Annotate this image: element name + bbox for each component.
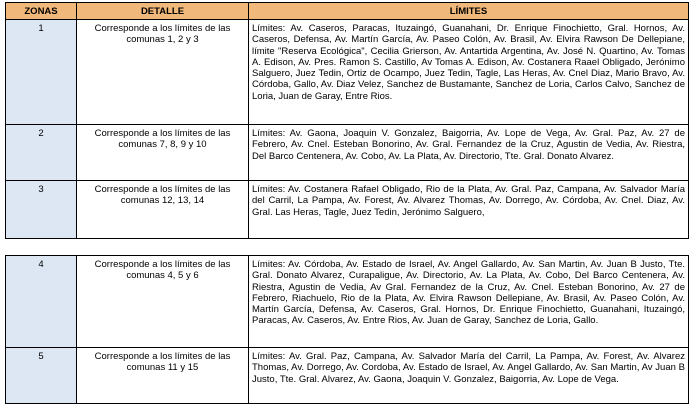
detalle-cell: Corresponde a los límites de las comunas 12, 13, 14 (77, 181, 249, 239)
zona-cell: 5 (6, 348, 77, 404)
zona-cell: 1 (6, 20, 77, 125)
zona-cell: 4 (6, 256, 77, 348)
detalle-cell: Corresponde a los límites de las comunas 7, 8, 9 y 10 (77, 125, 249, 181)
header-detalle: DETALLE (77, 3, 249, 20)
table-row (6, 20, 689, 125)
limites-cell: Límites: Av. Córdoba, Av. Estado de Israel, Av. Angel Gallardo, Av. San Martin, Av. Juan B Justo, Tte. Gral. Donato Alvarez, Curapaligue, Av. Directorio, Av. La Plata, Av. Cobo, Del Barco Centenera, Av. Riestra, Agustin de Vedia, Av Gral. Fernandez de la Cruz, Av. Cnel. Esteban Bonorino, Av. 27 de Febrero, Riachuelo, Rio de la Plata, Av. Elvira Rawson Dellepiane, Av. Brasil, Av. Paseo Colón, Av. Martín García, Defensa, Av. Caseros, Gral. Hornos, Dr. Enrique Finochietto, Guanahani, Ituzaingó, Paracas, Av. Caseros, Av. Entre Rios, Av. Juan de Garay, Sanchez de Loria, Gallo. (249, 256, 689, 348)
zones-table-top (5, 2, 689, 239)
table-row (6, 181, 689, 239)
zones-table-bottom (5, 255, 689, 404)
zona-cell: 2 (6, 125, 77, 181)
header-limites: LÍMITES (249, 3, 689, 20)
limites-cell: Límites: Av. Gaona, Joaquin V. Gonzalez, Baigorria, Av. Lope de Vega, Av. Gral. Paz, Av. 27 de Febrero, Av. Cnel. Esteban Bonorino, Av. Gral. Fernandez de la Cruz, Agustin de Vedia, Av. Riestra, Del Barco Centenera, Av. Cobo, Av. La Plata, Av. Directorio, Tte. Gral. Donato Alvarez. (249, 125, 689, 181)
detalle-cell: Corresponde a los límites de las comunas 11 y 15 (77, 348, 249, 404)
detalle-cell: Corresponde a los límites de las comunas 4, 5 y 6 (77, 256, 249, 348)
header-row (6, 3, 689, 20)
detalle-cell: Corresponde a los límites de las comunas 1, 2 y 3 (77, 20, 249, 125)
limites-cell: Límites: Av. Caseros, Paracas, Ituzaingó, Guanahani, Dr. Enrique Finochietto, Gral. Hornos, Av. Caseros, Defensa, Av. Martín García, Av. Paseo Colón, Av. Brasil, Av. Elvira Rawson De Dellepiane, límite "Reserva Ecológica", Cecilia Grierson, Av. Antartida Argentina, Av. José N. Quartino, Av. Tomas A. Edison, Av. Pres. Ramon S. Castillo, Av Tomas A. Edison, Av. Costanera Raael Obligado, Jerónimo Salguero, Juez Tedin, Ortiz de Ocampo, Juez Tedin, Tagle, Las Heras, Av. Cnel Diaz, Mario Bravo, Av. Córdoba, Gallo, Av. Diaz Velez, Sanchez de Bustamante, Sanchez de Loria, Carlos Calvo, Sanchez de Loria, Juan de Garay, Entre Rios. (249, 20, 689, 125)
table-row (6, 348, 689, 404)
table-row (6, 256, 689, 348)
table-row (6, 125, 689, 181)
limites-cell: Límites: Av. Gral. Paz, Campana, Av. Salvador María del Carril, La Pampa, Av. Forest, Av. Alvarez Thomas, Av. Dorrego, Av. Cordoba, Av. Estado de Israel, Av. Angel Gallardo, Av. San Martin, Av Juan B Justo, Tte. Gral. Alvarez, Av. Gaona, Joaquin V. Gonzalez, Baigorria, Av. Lope de Vega. (249, 348, 689, 404)
zona-cell: 3 (6, 181, 77, 239)
limites-cell: Límites: Av. Costanera Rafael Obligado, Rio de la Plata, Av. Gral. Paz, Campana, Av. Salvador María del Carril, La Pampa, Av. Forest, Av. Alvarez Thomas, Av. Dorrego, Av. Córdoba, Av. Cnel. Diaz, Av. Gral. Las Heras, Tagle, Juez Tedin, Jerónimo Salguero, (249, 181, 689, 239)
header-zonas: ZONAS (6, 3, 77, 20)
